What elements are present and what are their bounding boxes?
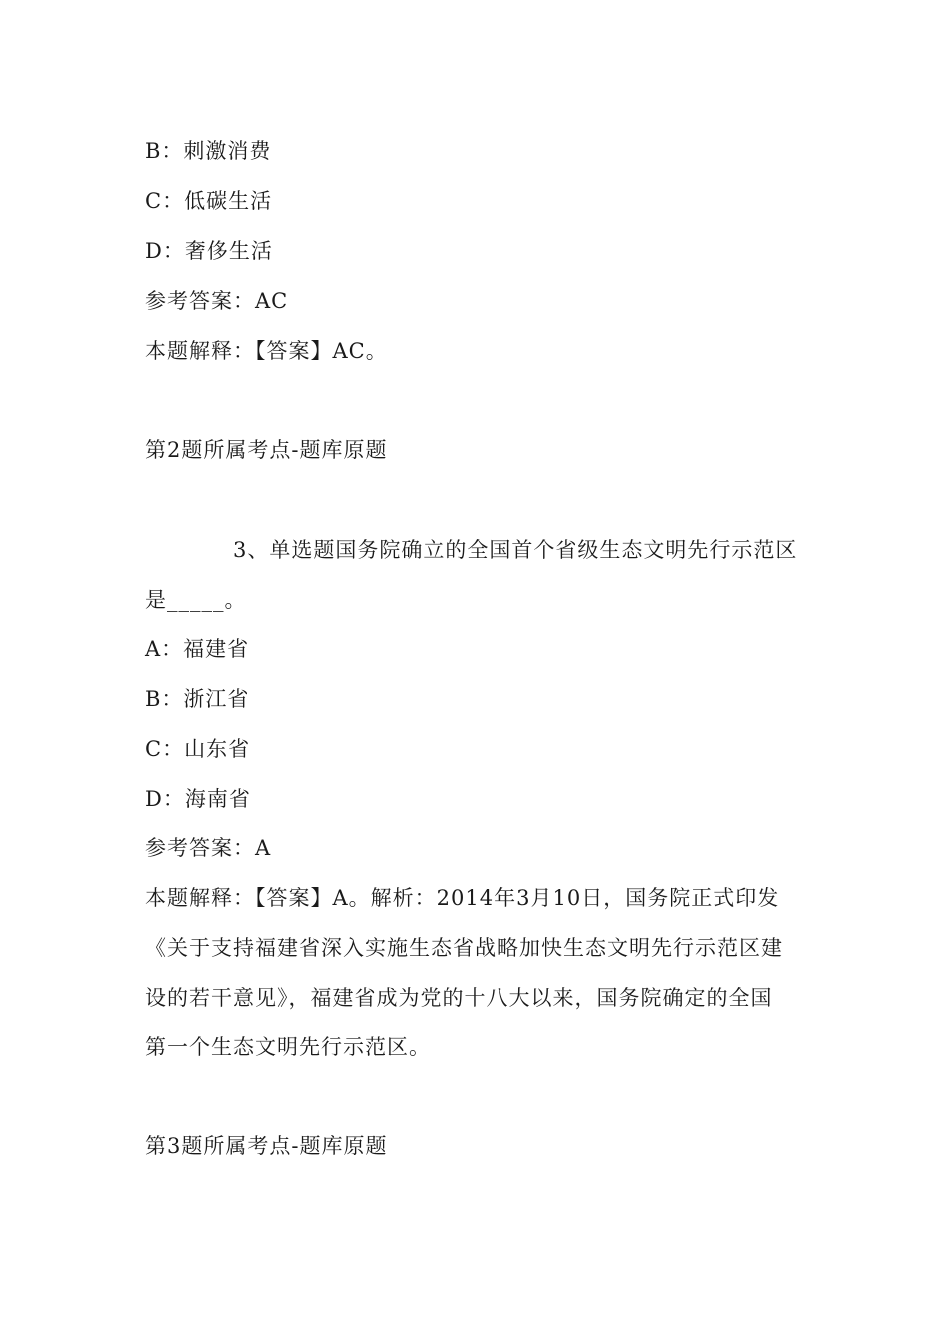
q3-option-c: C：山东省 xyxy=(145,737,251,761)
q3-option-d: D：海南省 xyxy=(145,787,251,811)
q2-topic: 第2题所属考点-题库原题 xyxy=(145,438,388,462)
q2-option-c: C：低碳生活 xyxy=(145,189,273,213)
q2-answer: 参考答案：AC xyxy=(145,289,289,313)
q3-explanation-line3: 设的若干意见》，福建省成为党的十八大以来，国务院确定的全国 xyxy=(145,986,773,1010)
q3-explanation-line4: 第一个生态文明先行示范区。 xyxy=(145,1035,431,1059)
q2-option-d: D：奢侈生活 xyxy=(145,239,273,263)
q3-topic: 第3题所属考点-题库原题 xyxy=(145,1134,388,1158)
q3-explanation-line2: 《关于支持福建省深入实施生态省战略加快生态文明先行示范区建 xyxy=(145,936,783,960)
q3-option-b: B：浙江省 xyxy=(145,687,250,711)
q3-option-a: A：福建省 xyxy=(145,637,250,661)
q2-explanation: 本题解释：【答案】AC。 xyxy=(145,339,388,363)
q2-option-b: B：刺激消费 xyxy=(145,139,272,163)
q3-stem-line1: 3、单选题国务院确立的全国首个省级生态文明先行示范区 xyxy=(233,538,798,562)
q3-answer: 参考答案：A xyxy=(145,836,272,860)
q3-explanation-line1: 本题解释：【答案】A。解析：2014年3月10日，国务院正式印发 xyxy=(145,886,780,910)
q3-stem-line2: 是_____。 xyxy=(145,588,247,612)
